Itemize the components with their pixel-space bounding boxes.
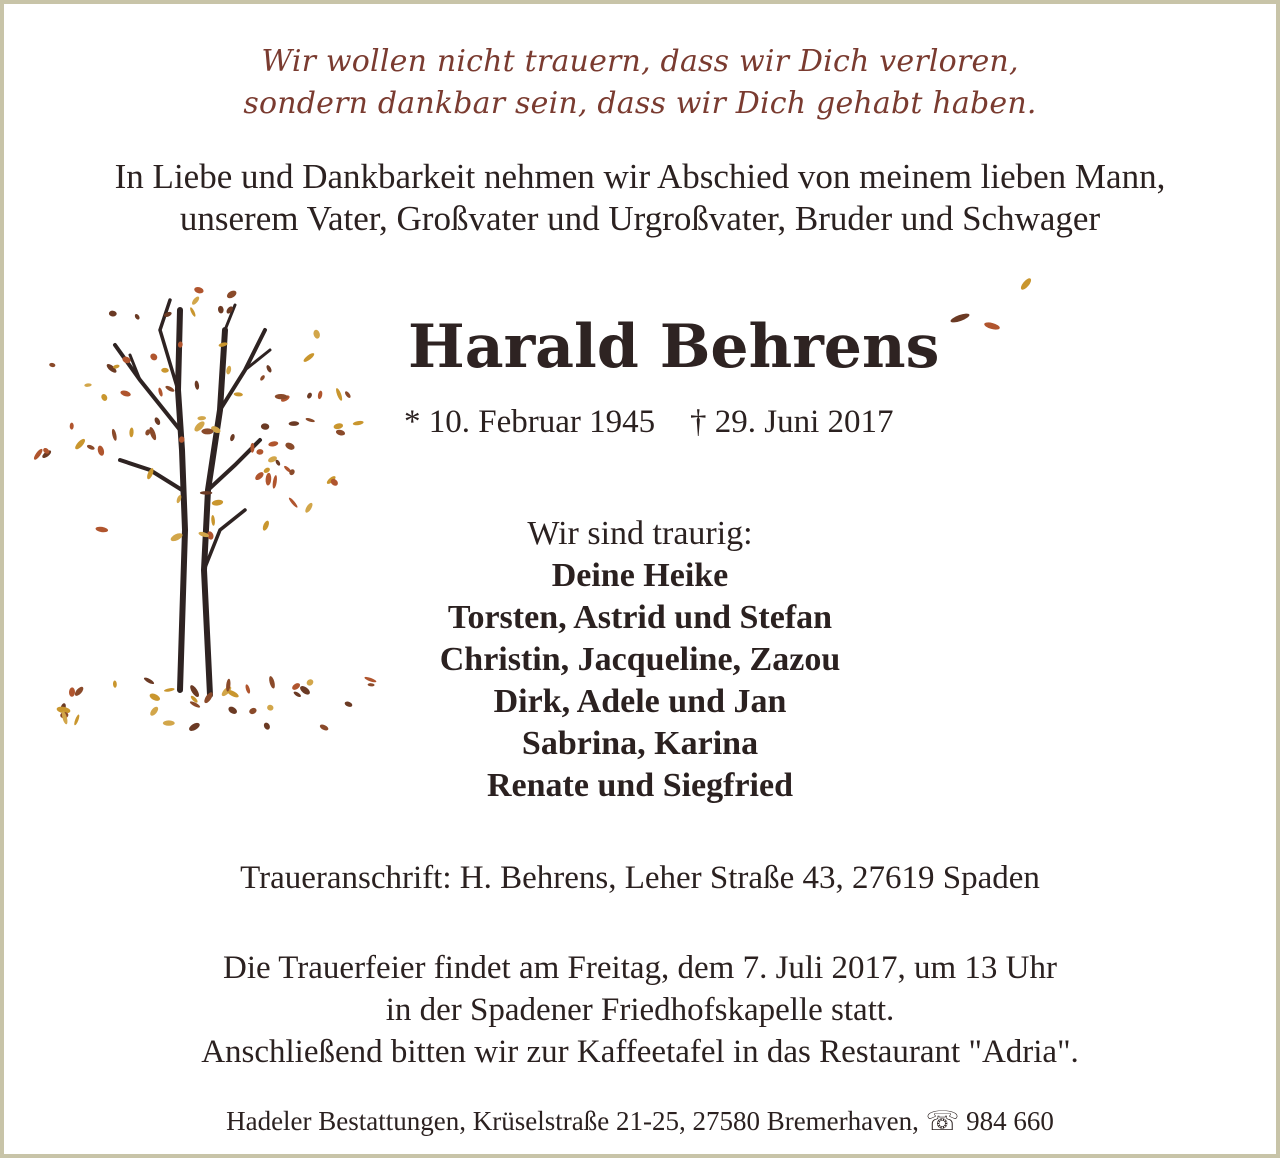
mourner-line: Dirk, Adele und Jan	[493, 683, 787, 720]
mourner-line: Torsten, Astrid und Stefan	[447, 599, 833, 636]
ceremony-line-2: in der Spadener Friedhofskapelle statt.	[385, 992, 895, 1028]
ceremony-line-3: Anschließend bitten wir zur Kaffeetafel in das Restaurant "Adria".	[201, 1034, 1079, 1070]
birth-date: * 10. Februar 1945	[404, 404, 656, 440]
mourners-heading: Wir sind traurig:	[527, 515, 753, 552]
mourner-line: Deine Heike	[551, 557, 729, 594]
ceremony-line-1: Die Trauerfeier findet am Freitag, dem 7. Juli 2017, um 13 Uhr	[222, 950, 1057, 986]
quote-line-1: Wir wollen nicht trauern, dass wir Dich verloren,	[261, 44, 1019, 79]
death-date: † 29. Juni 2017	[690, 404, 894, 440]
mourning-address: Traueranschrift: H. Behrens, Leher Straße 43, 27619 Spaden	[240, 860, 1040, 896]
deceased-name: Harald Behrens	[408, 312, 940, 382]
funeral-home-info: Hadeler Bestattungen, Krüselstraße 21-25, 27580 Bremerhaven, ☏ 984 660	[226, 1106, 1054, 1136]
mourner-line: Christin, Jacqueline, Zazou	[439, 641, 841, 678]
falling-leaves-decoration	[940, 270, 1040, 350]
mourner-line: Renate und Siegfried	[487, 767, 793, 804]
intro-line-1: In Liebe und Dankbarkeit nehmen wir Abschied von meinem lieben Mann,	[114, 157, 1166, 196]
mourner-line: Sabrina, Karina	[521, 725, 759, 762]
intro-line-2: unserem Vater, Großvater und Urgroßvater, Bruder und Schwager	[179, 199, 1101, 238]
quote-line-2: sondern dankbar sein, dass wir Dich gehabt haben.	[243, 86, 1037, 121]
